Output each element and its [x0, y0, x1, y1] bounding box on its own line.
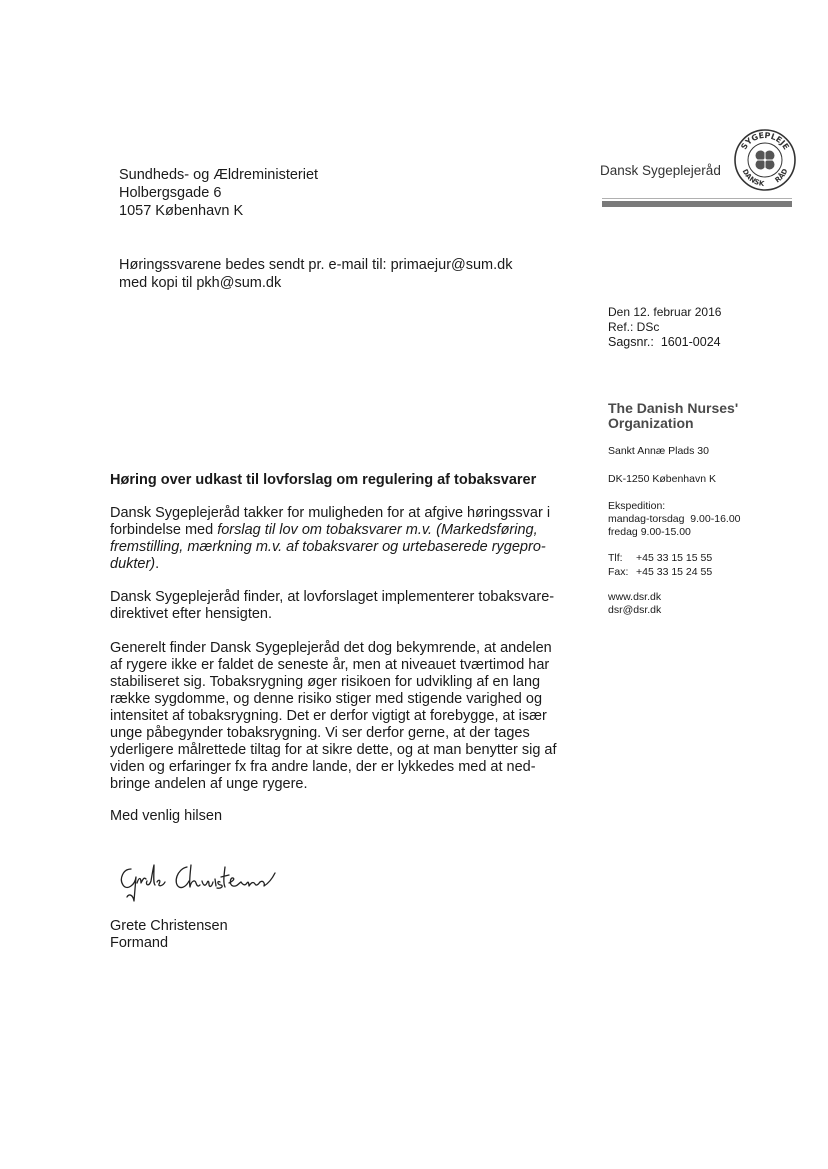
bill-title-text: dukter) [110, 556, 156, 572]
case-label: Sagsnr.: [608, 335, 654, 349]
hours-line: mandag-torsdag 9.00-16.00 [608, 513, 741, 525]
phone-label: Tlf: [608, 552, 623, 564]
closing-salutation: Med venlig hilsen [110, 808, 223, 824]
org-web [608, 591, 661, 617]
svg-text:RÅD: RÅD [773, 167, 790, 185]
paragraph-text: . [155, 556, 160, 572]
submission-instructions [119, 256, 512, 292]
paragraph-line [110, 556, 550, 573]
letter-ref: Ref.: DSc [608, 320, 660, 334]
fax-number: +45 33 15 24 55 [636, 566, 713, 578]
paragraph-line: unge påbegynder tobaksrygning. Vi ser derfor gerne, at der tages [110, 725, 530, 741]
header-rule [602, 201, 792, 207]
paragraph-line [110, 539, 550, 556]
phone-number: +45 33 15 15 55 [636, 552, 713, 564]
paragraph-text: forbindelse med [110, 522, 218, 538]
fax-line [608, 565, 712, 579]
body-paragraph [110, 640, 557, 793]
signer-name: Grete Christensen [110, 918, 228, 934]
hours-line: fredag 9.00-15.00 [608, 526, 691, 538]
letter-date: Den 12. februar 2016 [608, 305, 722, 319]
submission-line: med kopi til pkh@sum.dk [119, 275, 282, 291]
recipient-line: Sundheds- og Ældreministeriet [119, 167, 319, 183]
recipient-line: Holbergsgade 6 [119, 185, 222, 201]
clover-seal-icon [733, 128, 797, 192]
phone-line [608, 551, 712, 565]
paragraph-line: Dansk Sygeplejeråd finder, at lovforslaget implementerer tobaksvare- [110, 589, 555, 605]
paragraph-line: intensitet af tobaksrygning. Det er derfor vigtigt at forebygge, at især [110, 708, 547, 724]
paragraph-line: direktivet efter hensigten. [110, 606, 273, 622]
org-street: Sankt Annæ Plads 30 [608, 445, 709, 457]
hours-line: Ekspedition: [608, 500, 666, 512]
letter-meta [608, 305, 721, 350]
case-number-line [608, 335, 721, 350]
handwritten-signature [117, 855, 277, 903]
paragraph-line: bringe andelen af unge rygere. [110, 776, 308, 792]
website-link[interactable]: www.dsr.dk [608, 591, 662, 603]
paragraph-line: Dansk Sygeplejeråd takker for muligheden for at afgive høringssvar i [110, 505, 551, 521]
fax-label: Fax: [608, 566, 629, 578]
paragraph-line: Generelt finder Dansk Sygeplejeråd det dog bekymrende, at andelen [110, 640, 552, 656]
submission-line: Høringssvarene bedes sendt pr. e-mail til: primaejur@sum.dk [119, 257, 513, 273]
org-hours [608, 500, 741, 539]
letter-subject: Høring over udkast til lovforslag om regulering af tobaksvarer [110, 472, 537, 488]
paragraph-line: viden og erfaringer fx fra andre lande, der er lykkedes med at ned- [110, 759, 536, 775]
org-name-line: The Danish Nurses' [608, 400, 739, 416]
org-name-line: Organization [608, 415, 694, 431]
paragraph-line: række sygdomme, og denne risiko stiger med stigende varighed og [110, 691, 543, 707]
svg-text:SYGEPLEJE: SYGEPLEJE [739, 130, 791, 152]
svg-text:DANSK: DANSK [740, 167, 765, 189]
signer-block [110, 918, 228, 952]
paragraph-line: yderligere målrettede tiltag for at sikre dette, og at man benytter sig af [110, 742, 557, 758]
bill-title-text: fremstilling, mærkning m.v. af tobaksvarer og urtebaserede rygepro- [110, 539, 546, 555]
paragraph-line: stabiliseret sig. Tobaksrygning øger risikoen for udvikling af en lang [110, 674, 541, 690]
bill-title-text: forslag til lov om tobaksvarer m.v. (Markedsføring, [217, 522, 538, 538]
org-contact-numbers [608, 551, 712, 579]
body-paragraph [110, 589, 554, 623]
header-rule [602, 198, 792, 199]
recipient-address [119, 166, 318, 220]
body-paragraph [110, 505, 550, 573]
recipient-line: 1057 København K [119, 203, 244, 219]
paragraph-line [110, 522, 550, 539]
org-name [608, 401, 738, 431]
case-number: 1601-0024 [660, 335, 721, 349]
org-city: DK-1250 København K [608, 473, 716, 485]
paragraph-line: af rygere ikke er faldet de seneste år, men at niveauet tværtimod har [110, 657, 550, 673]
signer-title: Formand [110, 935, 169, 951]
email-link[interactable]: dsr@dsr.dk [608, 604, 662, 616]
brand-name: Dansk Sygeplejeråd [600, 163, 721, 178]
